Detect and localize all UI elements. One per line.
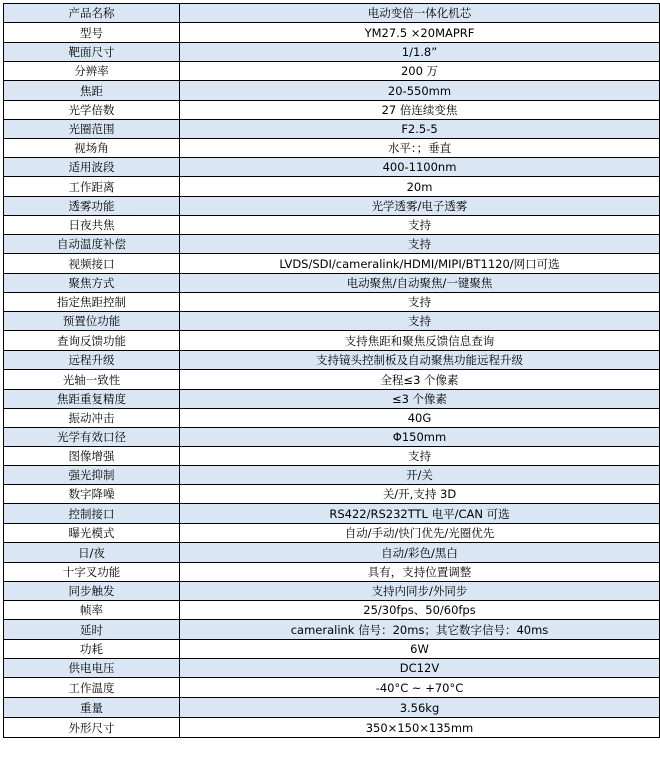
spec-label-cell: 光圈范围 (4, 120, 180, 139)
spec-value-cell: 6W (180, 640, 660, 659)
spec-value-cell: ≤3 个像素 (180, 390, 660, 409)
table-row (4, 620, 660, 640)
table-row (4, 293, 660, 312)
spec-label-cell: 预置位功能 (4, 312, 180, 331)
spec-label-cell: 视场角 (4, 139, 180, 158)
spec-label-cell: 外形尺寸 (4, 718, 180, 738)
table-row (4, 601, 660, 620)
spec-label-cell: 型号 (4, 23, 180, 43)
spec-label-cell: 同步触发 (4, 582, 180, 601)
spec-label-cell: 延时 (4, 620, 180, 640)
spec-label-cell: 远程升级 (4, 351, 180, 370)
spec-value-cell: 350×150×135mm (180, 718, 660, 738)
spec-label-cell: 指定焦距控制 (4, 293, 180, 312)
spec-value-cell: F2.5-5 (180, 120, 660, 139)
spec-value-cell: 40G (180, 409, 660, 428)
spec-value-cell: -40°C ~ +70°C (180, 678, 660, 698)
table-row (4, 254, 660, 274)
table-row (4, 370, 660, 390)
table-row (4, 678, 660, 698)
spec-label-cell: 日夜共焦 (4, 216, 180, 235)
spec-label-cell: 曝光模式 (4, 524, 180, 543)
table-row (4, 466, 660, 485)
spec-value-cell: LVDS/SDI/cameralink/HDMI/MIPI/BT1120/网口可选 (180, 254, 660, 274)
table-row (4, 216, 660, 235)
table-row (4, 139, 660, 158)
spec-value-cell: DC12V (180, 659, 660, 678)
spec-value-cell: 支持镜头控制板及自动聚焦功能远程升级 (180, 351, 660, 370)
table-row (4, 120, 660, 139)
table-row (4, 177, 660, 197)
spec-value-cell: 电动变倍一体化机芯 (180, 4, 660, 23)
table-row (4, 543, 660, 563)
spec-value-cell: 具有，支持位置调整 (180, 563, 660, 582)
table-row (4, 390, 660, 409)
table-row (4, 4, 660, 23)
spec-value-cell: 支持 (180, 216, 660, 235)
spec-label-cell: 光学倍数 (4, 101, 180, 120)
table-row (4, 351, 660, 370)
spec-value-cell: 水平：；垂直 (180, 139, 660, 158)
spec-label-cell: 工作温度 (4, 678, 180, 698)
table-row (4, 158, 660, 177)
table-row (4, 563, 660, 582)
table-row (4, 582, 660, 601)
spec-label-cell: 光轴一致性 (4, 370, 180, 390)
spec-value-cell: 支持 (180, 293, 660, 312)
table-row (4, 331, 660, 351)
spec-label-cell: 工作距离 (4, 177, 180, 197)
spec-label-cell: 适用波段 (4, 158, 180, 177)
spec-label-cell: 产品名称 (4, 4, 180, 23)
table-row (4, 235, 660, 254)
spec-value-cell: 25/30fps、50/60fps (180, 601, 660, 620)
spec-value-cell: 开/关 (180, 466, 660, 485)
spec-value-cell: RS422/RS232TTL 电平/CAN 可选 (180, 504, 660, 524)
spec-label-cell: 自动温度补偿 (4, 235, 180, 254)
spec-label-cell: 查询反馈功能 (4, 331, 180, 351)
table-row (4, 101, 660, 120)
spec-value-cell: 支持 (180, 312, 660, 331)
table-row (4, 640, 660, 659)
spec-label-cell: 数字降噪 (4, 485, 180, 504)
table-row (4, 23, 660, 43)
table-row (4, 409, 660, 428)
table-row (4, 62, 660, 81)
spec-value-cell: 20-550mm (180, 81, 660, 101)
spec-value-cell: 400-1100nm (180, 158, 660, 177)
spec-label-cell: 强光抑制 (4, 466, 180, 485)
table-row (4, 698, 660, 718)
spec-value-cell: 3.56kg (180, 698, 660, 718)
spec-value-cell: 支持 (180, 447, 660, 466)
table-row (4, 312, 660, 331)
spec-value-cell: cameralink 信号：20ms；其它数字信号：40ms (180, 620, 660, 640)
spec-value-cell: 支持焦距和聚焦反馈信息查询 (180, 331, 660, 351)
spec-value-cell: 27 倍连续变焦 (180, 101, 660, 120)
spec-label-cell: 焦距重复精度 (4, 390, 180, 409)
spec-label-cell: 图像增强 (4, 447, 180, 466)
table-row (4, 659, 660, 678)
spec-label-cell: 十字叉功能 (4, 563, 180, 582)
spec-value-cell: 全程≤3 个像素 (180, 370, 660, 390)
table-row (4, 718, 660, 738)
spec-value-cell: 自动/彩色/黑白 (180, 543, 660, 563)
spec-value-cell: Φ150mm (180, 428, 660, 447)
spec-value-cell: 自动/手动/快门优先/光圈优先 (180, 524, 660, 543)
spec-value-cell: YM27.5 ×20MAPRF (180, 23, 660, 43)
spec-value-cell: 关/开,支持 3D (180, 485, 660, 504)
spec-table-body (4, 4, 660, 738)
table-row (4, 43, 660, 62)
table-row (4, 524, 660, 543)
table-row (4, 504, 660, 524)
table-row (4, 274, 660, 293)
table-row (4, 447, 660, 466)
table-row (4, 81, 660, 101)
spec-label-cell: 振动冲击 (4, 409, 180, 428)
spec-label-cell: 帧率 (4, 601, 180, 620)
spec-value-cell: 电动聚焦/自动聚焦/一键聚焦 (180, 274, 660, 293)
spec-value-cell: 支持 (180, 235, 660, 254)
spec-label-cell: 聚焦方式 (4, 274, 180, 293)
spec-label-cell: 视频接口 (4, 254, 180, 274)
table-row (4, 485, 660, 504)
spec-label-cell: 靶面尺寸 (4, 43, 180, 62)
spec-table (3, 3, 660, 738)
table-row (4, 428, 660, 447)
spec-label-cell: 功耗 (4, 640, 180, 659)
spec-value-cell: 200 万 (180, 62, 660, 81)
table-row (4, 197, 660, 216)
spec-value-cell: 支持内同步/外同步 (180, 582, 660, 601)
spec-label-cell: 控制接口 (4, 504, 180, 524)
spec-label-cell: 焦距 (4, 81, 180, 101)
spec-label-cell: 日/夜 (4, 543, 180, 563)
spec-value-cell: 20m (180, 177, 660, 197)
spec-label-cell: 透雾功能 (4, 197, 180, 216)
spec-label-cell: 重量 (4, 698, 180, 718)
spec-label-cell: 光学有效口径 (4, 428, 180, 447)
spec-label-cell: 供电电压 (4, 659, 180, 678)
spec-label-cell: 分辨率 (4, 62, 180, 81)
spec-value-cell: 光学透雾/电子透雾 (180, 197, 660, 216)
spec-value-cell: 1/1.8” (180, 43, 660, 62)
